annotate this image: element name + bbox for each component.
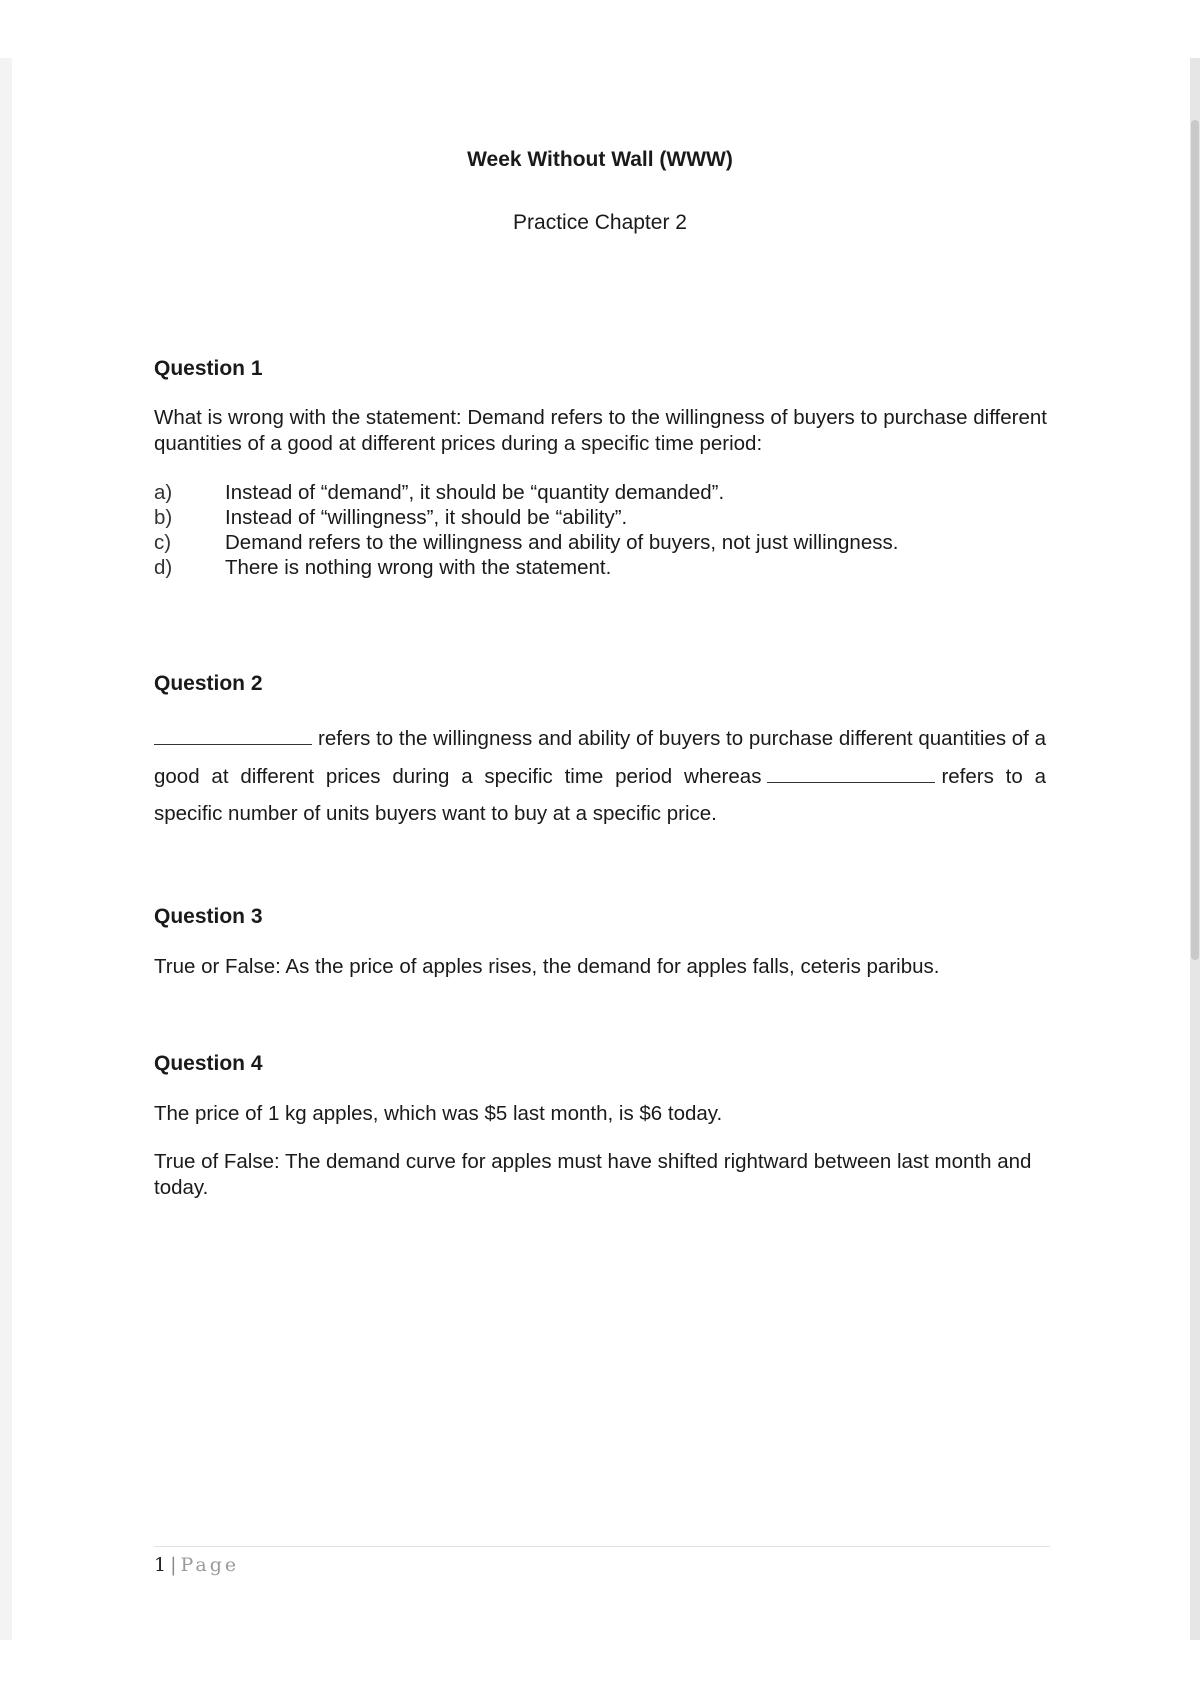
footer-separator: | (170, 1554, 177, 1576)
option-text: Instead of “willingness”, it should be “ability”. (225, 506, 628, 529)
answer-blank-2[interactable] (767, 762, 935, 783)
page-label: Page (180, 1554, 240, 1576)
option-a (154, 480, 1054, 505)
bottom-margin (0, 1640, 1200, 1698)
question-4-heading: Question 4 (154, 1052, 263, 1075)
left-margin (0, 58, 12, 1640)
footer-divider (154, 1546, 1050, 1547)
option-letter: a) (154, 481, 173, 504)
option-letter: d) (154, 556, 173, 579)
question-1-options (154, 480, 1054, 580)
question-2-text-part1: refers to the willingness and ability of buyers to purchase different quantities of a good at different prices during a specific time period whereas (154, 727, 1046, 788)
page-footer (154, 1554, 239, 1576)
question-2-text-part2: refers to a specific number of units buyers want to buy at a specific price. (154, 764, 1046, 825)
question-2-text (154, 720, 1046, 833)
question-2-heading: Question 2 (154, 672, 263, 695)
option-b (154, 505, 1054, 530)
question-1-heading: Question 1 (154, 357, 263, 380)
option-letter: b) (154, 506, 173, 529)
question-4-text-2: True of False: The demand curve for apples must have shifted rightward between last month and today. (154, 1150, 1032, 1199)
option-c (154, 530, 1054, 555)
option-letter: c) (154, 531, 172, 554)
option-d (154, 555, 1054, 580)
answer-blank-1[interactable] (154, 724, 312, 745)
option-text: Instead of “demand”, it should be “quantity demanded”. (225, 481, 725, 504)
question-3-text: True or False: As the price of apples rises, the demand for apples falls, ceteris paribus. (154, 955, 940, 978)
question-4-text: The price of 1 kg apples, which was $5 last month, is $6 today. (154, 1102, 723, 1125)
option-text: There is nothing wrong with the statement. (225, 556, 612, 579)
document-subtitle: Practice Chapter 2 (513, 211, 687, 234)
vertical-scrollbar[interactable] (1190, 58, 1200, 1640)
question-1-text: What is wrong with the statement: Demand refers to the willingness of buyers to purchase different quantities of a good at different prices during a specific time period: (154, 406, 1047, 455)
scrollbar-thumb[interactable] (1191, 120, 1199, 960)
page-number: 1 (154, 1554, 167, 1576)
document-title: Week Without Wall (WWW) (467, 148, 733, 171)
option-text: Demand refers to the willingness and ability of buyers, not just willingness. (225, 531, 899, 554)
top-margin (0, 0, 1200, 58)
question-3-heading: Question 3 (154, 905, 263, 928)
